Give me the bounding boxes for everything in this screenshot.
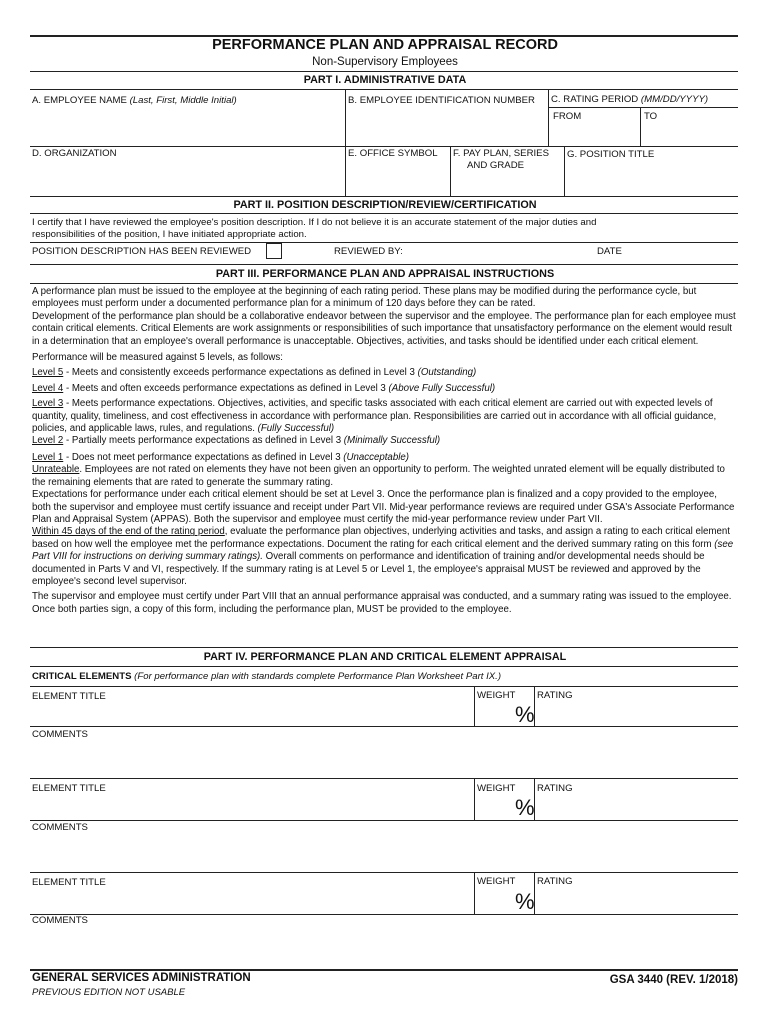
rating-period-hint: (MM/DD/YYYY) [640, 94, 709, 105]
element-title-label[interactable]: ELEMENT TITLE [32, 877, 106, 888]
element-weight-label[interactable]: WEIGHT [477, 876, 516, 887]
instructions-body [32, 286, 738, 616]
element-comments-label[interactable]: COMMENTS [32, 822, 88, 833]
reviewed-by-label[interactable]: REVIEWED BY: [334, 246, 403, 257]
level-3: Level 3 - Meets performance expectations. Objectives, activities, and specific tasks associated with each critical element are carried out with expected levels of quantity, quality, timeliness, and cost effectiveness in accordance with performance plan. Responsibilities are carried out in accordance with all official guidance, policies, and applicable laws, rules, and regulations. (Fully Successful) [32, 398, 717, 435]
pay-plan-label[interactable] [453, 148, 549, 172]
weight-percent-sign: % [515, 702, 535, 727]
certify-line-1: I certify that I have reviewed the employee's position description. If I do not believe it is an accurate statement of the major duties and [32, 217, 597, 228]
element-title-label[interactable]: ELEMENT TITLE [32, 783, 106, 794]
instructions-p2: Development of the performance plan should be a collaborative endeavor between the supervisor and the employee. The performance plan for each employee must contain critical elements. Critical Elements are work assignments or responsibilities of such importance that unsatisfactory performance on the element would result in a determination that an employee's overall performance is unacceptable. Objectives, activities, and tasks should be identified under each critical element. [32, 310, 736, 347]
instructions-p6: The supervisor and employee must certify under Part VIII that an annual performance appraisal was conducted, and a summary rating was issued to the employee. Once both parties sign, a copy of this form, including the performance plan, MUST be provided to the employee. [32, 591, 732, 615]
rating-from-label[interactable]: FROM [553, 111, 582, 122]
element-weight-label[interactable]: WEIGHT [477, 690, 516, 701]
element-weight-label[interactable]: WEIGHT [477, 783, 516, 794]
certify-line-2: responsibilities of the position, I have initiated appropriate action. [32, 229, 307, 240]
level-1: Level 1 - Does not meet performance expectations as defined in Level 3 (Unacceptable) [32, 451, 409, 463]
footer-form-number: GSA 3440 (REV. 1/2018) [609, 974, 738, 986]
element-rating-label[interactable]: RATING [537, 876, 573, 887]
critical-elements-hint: (For performance plan with standards complete Performance Plan Worksheet Part IX.) [134, 671, 502, 682]
pd-reviewed-label: POSITION DESCRIPTION HAS BEEN REVIEWED [32, 246, 252, 257]
pay-plan-label-line1: F. PAY PLAN, SERIES [453, 148, 549, 159]
part2-heading: PART II. POSITION DESCRIPTION/REVIEW/CERTIFICATION [233, 199, 537, 211]
element-rating-label[interactable]: RATING [537, 690, 573, 701]
element-rating-label[interactable]: RATING [537, 783, 573, 794]
employee-name-field[interactable] [32, 95, 237, 107]
employee-name-hint: (Last, First, Middle Initial) [129, 95, 237, 106]
organization-label[interactable]: D. ORGANIZATION [32, 148, 117, 159]
footer-edition-note: PREVIOUS EDITION NOT USABLE [32, 987, 186, 998]
part1-heading: PART I. ADMINISTRATIVE DATA [303, 74, 467, 86]
rating-period-label: C. RATING PERIOD [551, 94, 639, 105]
instructions-p1: A performance plan must be issued to the employee at the beginning of each rating period. These plans may be modified during the performance cycle, but employees must perform under a documented performance plan for a minimum of 120 days before they can be rated. [32, 286, 697, 310]
employee-name-label: A. EMPLOYEE NAME [32, 95, 127, 106]
level-2: Level 2 - Partially meets performance expectations as defined in Level 3 (Minimally Successful) [32, 435, 441, 447]
element-comments-label[interactable]: COMMENTS [32, 729, 88, 740]
instructions-p5: Within 45 days of the end of the rating period, evaluate the performance plan objectives, underlying activities and tasks, and assign a rating to each critical element based on how well the employee met the performance expectations. Document the rating for each critical element and the derived summary rating on this form (see Part VIII for instructions on deriving summary ratings). Overall comments on performance and identification of training and/or developmental needs should be documented in Parts V and VI, respectively. If the summary rating is at Level 5 or Level 1, the employee's appraisal MUST be reviewed and approved by the employee's second level supervisor. [32, 526, 734, 587]
critical-elements-label: CRITICAL ELEMENTS [32, 671, 132, 682]
rating-to-label[interactable]: TO [644, 111, 658, 122]
level-4: Level 4 - Meets and often exceeds performance expectations as defined in Level 3 (Above Fully Successful) [32, 382, 496, 394]
level-5: Level 5 - Meets and consistently exceeds performance expectations as defined in Level 3 (Outstanding) [32, 367, 477, 379]
footer-agency: GENERAL SERVICES ADMINISTRATION [32, 972, 251, 984]
part4-heading: PART IV. PERFORMANCE PLAN AND CRITICAL ELEMENT APPRAISAL [203, 651, 567, 663]
critical-elements-caption [32, 671, 501, 683]
element-title-label[interactable]: ELEMENT TITLE [32, 691, 106, 702]
unrateable: Unrateable. Employees are not rated on elements they have not been given an opportunity to perform. The weighted unrated element will be equally distributed to the remaining elements that are rated to generate the summary rating. [32, 464, 725, 488]
rating-period-field [551, 94, 708, 106]
pd-reviewed-checkbox[interactable] [266, 243, 282, 259]
employee-id-label[interactable]: B. EMPLOYEE IDENTIFICATION NUMBER [348, 95, 535, 106]
weight-percent-sign: % [515, 889, 535, 914]
office-symbol-label[interactable]: E. OFFICE SYMBOL [348, 148, 438, 159]
form-subtitle: Non-Supervisory Employees [312, 56, 458, 68]
form-title: PERFORMANCE PLAN AND APPRAISAL RECORD [212, 37, 558, 53]
weight-percent-sign: % [515, 795, 535, 820]
part3-heading: PART III. PERFORMANCE PLAN AND APPRAISAL INSTRUCTIONS [215, 268, 555, 280]
instructions-p4: Expectations for performance under each critical element should be set at Level 3. Once the performance plan is finalized and a copy provided to the employee, both the supervisor and employee must certify issuance and receipt under Part VII. Mid-year performance reviews are required under GSA's Associate Performance Plan and Appraisal System (APPAS). Both the supervisor and employee must certify the mid-year performance review under Part VII. [32, 489, 735, 525]
element-comments-label[interactable]: COMMENTS [32, 915, 88, 926]
review-date-label[interactable]: DATE [597, 246, 622, 257]
instructions-p3: Performance will be measured against 5 levels, as follows: [32, 352, 283, 364]
position-title-label[interactable]: G. POSITION TITLE [567, 149, 655, 160]
pay-plan-label-line2: AND GRADE [467, 160, 525, 171]
